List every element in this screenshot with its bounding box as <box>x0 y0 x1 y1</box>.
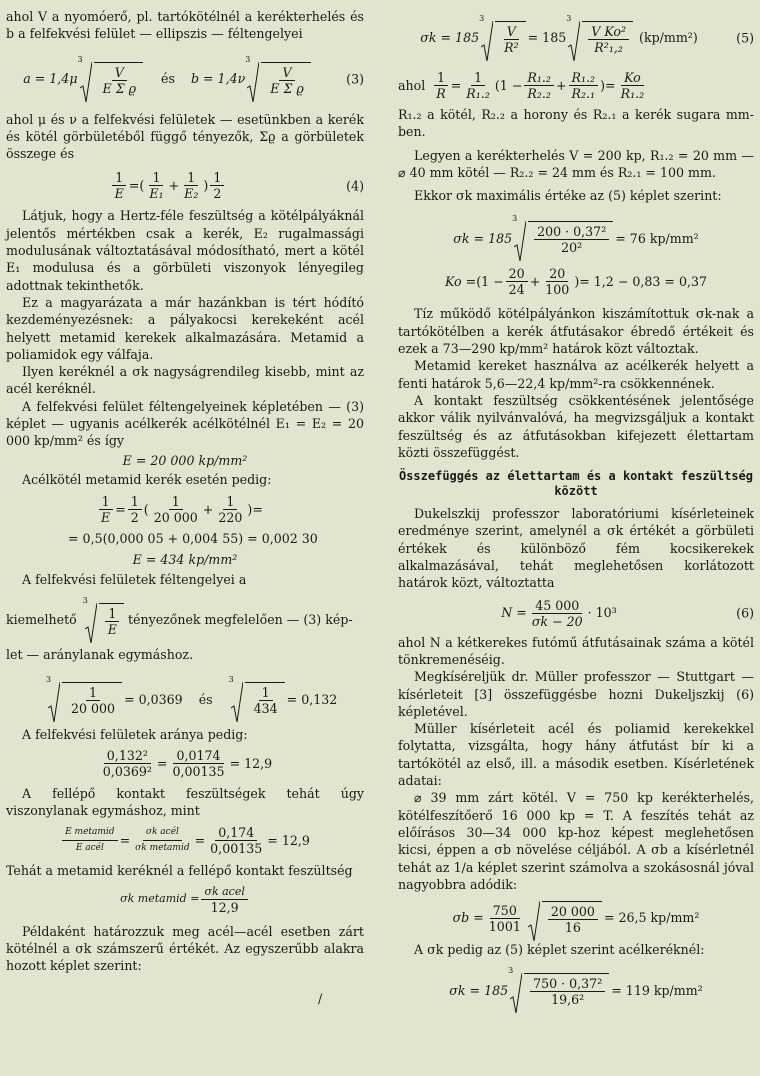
equation-sigma-k: σk = 185 3 $\frac{\text{200 · 0,37²}}{\text{20²}}$ = 76 kp/mm² <box>398 216 754 260</box>
paragraph: let — aránylanak egymáshoz. <box>6 647 194 663</box>
cube-root <box>245 54 311 96</box>
paragraph: Példaként határozzuk meg acél—acél esetben zárt kötélnél a σk számszerű értékét. Az egyszerűbb alakra hozott képlet szerint: <box>6 923 364 974</box>
root-index: 3 <box>77 54 83 64</box>
equation-number: (6) <box>736 605 754 621</box>
equation-stress-ratio: $\frac{\text{E metamid}}{\text{E acél}}$ = $\frac{\text{σk acél}}{\text{σk metamid}}$ = $\frac{0,174}{0,00135}$ = 12,9 <box>6 825 364 856</box>
eq-term: a = 1,4μ <box>23 70 78 86</box>
radical-icon <box>85 603 97 643</box>
cube-root: 3 $\frac{\text{V Ko²}}{\text{R²₁,₂}}$ <box>568 21 633 55</box>
paragraph: A σk pedig az (5) képlet szerint acélkeréknél: <box>414 942 705 958</box>
radical-icon <box>510 973 522 1013</box>
paragraph: ⌀ 39 mm zárt kötél. V = 750 kp kerékterhelés, kötélfeszítőerő 16 000 kp = T. A feszítés tehát az előírásos 30—34 000 kp-hoz képest meglehetősen kicsi, éppen a σb növelése céljából. A σb a kísérletnél tehát az 1/a képlet szerint számolva a szokásosnál jóval nagyobbra adódik: <box>398 790 754 892</box>
fraction: $\frac{1}{220}$ <box>218 494 243 526</box>
equation-5a: $\frac{1}{E}$ = $\frac{1}{2}$ ( $\frac{1}{20 000}$ + $\frac{1}{220}$ ) = <box>6 494 364 525</box>
equation-number: (5) <box>736 30 754 46</box>
paragraph: Müller kísérleteit acél és poliamid kerekekkel folytatta, vizsgálta, hogy hány átfutást bír ki a tartókötél az első, ill. a második esetben. Kísérletének adatai: <box>398 721 754 789</box>
equation-3 <box>6 54 364 101</box>
right-column <box>398 8 754 1017</box>
radical-icon <box>231 682 243 722</box>
equation-metamid-stress: σk metamid = $\frac{\text{σk acel}}{12,9}$ <box>6 884 364 915</box>
square-root: $\frac{20 000}{16}$ <box>528 901 602 935</box>
equation-E2: E = 434 kp/mm² <box>132 551 238 567</box>
equation-sigma-b: σb = $\frac{750}{1001}$ $\frac{20 000}{16}$ = 26,5 kp/mm² <box>398 901 754 935</box>
inline-root-line: kiemelhető 3 $\frac{1}{E}$ tényezőnek megfelelően — (3) kép- <box>6 600 364 640</box>
radical-icon <box>514 221 526 261</box>
paragraph: A kontakt feszültség csökkentésének jelentősége akkor válik nyilvánvalóvá, ha megvizsgáljuk a kontakt feszültség és az átfutásokban kifejezett élettartam közti összefüggést. <box>398 392 754 460</box>
equation-curvature: ahol $\frac{1}{R}$ = $\frac{1}{\text{R₁.₂}}$ (1 − $\frac{\text{R₁.₂}}{\text{R₂.₂}}$ + $\frac{\text{R₁.₂}}{\text{R₂.₁}}$ ) = $\frac{Ko}{\text{R₁.₂}}$ <box>398 70 645 101</box>
cube-root: 3 $\frac{\text{750 · 0,37²}}{\text{19,6²}}$ <box>510 973 609 1007</box>
paragraph: Tehát a metamid keréknél a fellépő kontakt feszültség <box>6 863 353 879</box>
cube-root: 3 $\frac{1}{E}$ <box>85 603 124 637</box>
radical-icon <box>568 21 580 61</box>
equation-ko: Ko = (1 − $\frac{20}{24}$ + $\frac{20}{100}$ ) = 1,2 − 0,83 = 0,37 <box>444 266 708 298</box>
radical-icon <box>528 901 540 941</box>
eq-term: E = 20 000 kp/mm² <box>122 452 248 468</box>
paragraph: R₁.₂ a kötél, R₂.₂ a horony és R₂.₁ a kerék sugara mm-ben. <box>398 107 754 140</box>
equation-roots: 3 $\frac{1}{20 000}$ = 0,0369 és 3 $\frac{1}{434}$ = 0,132 <box>6 677 364 721</box>
section-heading: Összefüggés az élettartam és a kontakt feszültség között <box>398 469 753 499</box>
fraction: $\frac{1}{\text{E₁}}$ <box>149 170 164 202</box>
paragraph: ahol μ és ν a felfekvési felületek — esetünkben a kerék és kötél görbületéből függő tényezők, Σϱ a görbületek összege és <box>6 111 364 162</box>
fraction: $\frac{1}{2}$ <box>210 170 224 201</box>
equation-5: σk = 185 3 $\frac{V}{\text{R²}}$ = 185 3 $\frac{\text{V Ko²}}{\text{R²₁,₂}}$ (kp/mm²) (5) <box>398 16 754 60</box>
paragraph: ahol V a nyomóerő, pl. tartókötélnél a kerékterhelés és b a felfekvési felület — ellipszis — féltengelyei <box>6 9 364 42</box>
paragraph: Ilyen keréknél a σk nagyságrendileg kisebb, mint az acél keréknél. <box>6 364 364 397</box>
cube-root: 3 $\frac{1}{434}$ <box>231 682 285 716</box>
fraction: $\frac{1}{\text{E₂}}$ <box>184 170 199 202</box>
equation-sigma-k-steel: σk = 185 3 $\frac{\text{750 · 0,37²}}{\text{19,6²}}$ = 119 kp/mm² <box>398 968 754 1012</box>
paragraph: Ekkor σk maximális értéke az (5) képlet szerint: <box>414 188 722 204</box>
cube-root <box>77 54 144 96</box>
paragraph: A fellépő kontakt feszültségek tehát úgy viszonylanak egymáshoz, mint <box>6 785 364 819</box>
fraction: $\frac{V}{\text{E Σ ϱ}}$ <box>102 64 137 96</box>
paragraph: A felfekvési felület féltengelyeinek képletében — (3) képlet — ugyanis acélkerék acélkötélnél E₁ = E₂ = 20 000 kp/mm² és így <box>6 398 364 449</box>
equation-E1 <box>6 452 364 469</box>
cube-root: 3 $\frac{1}{20 000}$ <box>48 682 122 716</box>
paragraph: Látjuk, hogy a Hertz-féle feszültség a kötélpályáknál jelentős mértékben csak a kerék, E₂ rugalmassági modulusának változtatásával módosítható, mert a kötél E₁ modulusa és a görbületi viszonyok lényegileg adottnak tekinthetők. <box>6 208 364 293</box>
fraction: $\frac{1}{E}$ <box>98 494 113 525</box>
equation-number: (4) <box>346 178 364 194</box>
margin-mark: / <box>318 991 323 1006</box>
radical-icon <box>80 62 92 102</box>
radical-icon <box>247 62 259 102</box>
eq-word: és <box>161 70 175 86</box>
radical-icon <box>48 682 60 722</box>
fraction: $\frac{1}{E}$ <box>112 170 127 201</box>
equation-number: (3) <box>346 70 364 86</box>
equation-4: $\frac{1}{E}$ =( $\frac{1}{\text{E₁}}$ + $\frac{1}{\text{E₂}}$ ) $\frac{1}{2}$ (4) <box>6 170 364 201</box>
paragraph: A felfekvési felületek féltengelyei a <box>22 571 247 587</box>
equation-ratio: $\frac{\text{0,132²}}{\text{0,0369²}}$ = $\frac{0,0174}{0,00135}$ = 12,9 <box>102 747 273 779</box>
fraction: $\frac{V}{\text{E Σ ϱ}}$ <box>270 64 304 96</box>
equation-6: N = $\frac{45 000}{\sigma k - 20}$ · 10³ (6) <box>501 597 754 629</box>
paragraph: Acélkötél metamid kerék esetén pedig: <box>22 471 272 487</box>
fraction: $\frac{1}{20 000}$ <box>153 494 198 526</box>
paragraph: Dukelszkij professzor laboratóriumi kísérleteinek eredménye szerint, amelynél a σk értékét a görbületi értékek és különböző fém kocsikerekek alkalmazásával, tehát meglehetősen korlátozott határok közt, változtatta <box>398 506 754 591</box>
cube-root: 3 $\frac{\text{200 · 0,37²}}{\text{20²}}$ <box>514 221 613 255</box>
paragraph: Ez a magyarázata a már hazánkban is tért hódító kezdeményezésnek: a pályakocsi kerekeként acél helyett metamid kerekek alkalmazására. Metamid a poliamidok egy válfaja. <box>6 294 364 362</box>
paragraph: Megkíséreljük dr. Müller professzor — Stuttgart — kísérleteit [3] összefüggésbe hozni Dukeljszkij (6) képletével. <box>398 669 754 719</box>
equation-5b: = 0,5(0,000 05 + 0,004 55) = 0,002 30 <box>68 531 318 547</box>
left-column <box>6 8 364 975</box>
paragraph: ahol N a kétkerekes futómű átfutásainak száma a kötél tönkremenéséig. <box>398 634 754 667</box>
paragraph: Legyen a kerékterhelés V = 200 kp, R₁.₂ = 20 mm — ⌀ 40 mm kötél — R₂.₂ = 24 mm és R₂.₁ = 100 mm. <box>398 147 754 180</box>
cube-root: 3 $\frac{V}{\text{R²}}$ <box>481 21 526 55</box>
radical-icon <box>481 21 493 61</box>
paragraph: Tíz működő kötélpályánkon kiszámítottuk σk-nak a tartókötélben a kerék átfutásakor ébredő értékeit és ezek a 73—290 kp/mm² határok közt változtak. <box>398 306 754 357</box>
fraction: $\frac{1}{2}$ <box>128 494 142 525</box>
eq-term: b = 1,4ν <box>190 70 246 86</box>
paragraph: A felfekvési felületek aránya pedig: <box>22 727 248 743</box>
root-index: 3 <box>245 54 251 64</box>
paragraph: Metamid kereket használva az acélkerék helyett a fenti határok 5,6—22,4 kp/mm²-ra csökkennének. <box>398 358 754 391</box>
